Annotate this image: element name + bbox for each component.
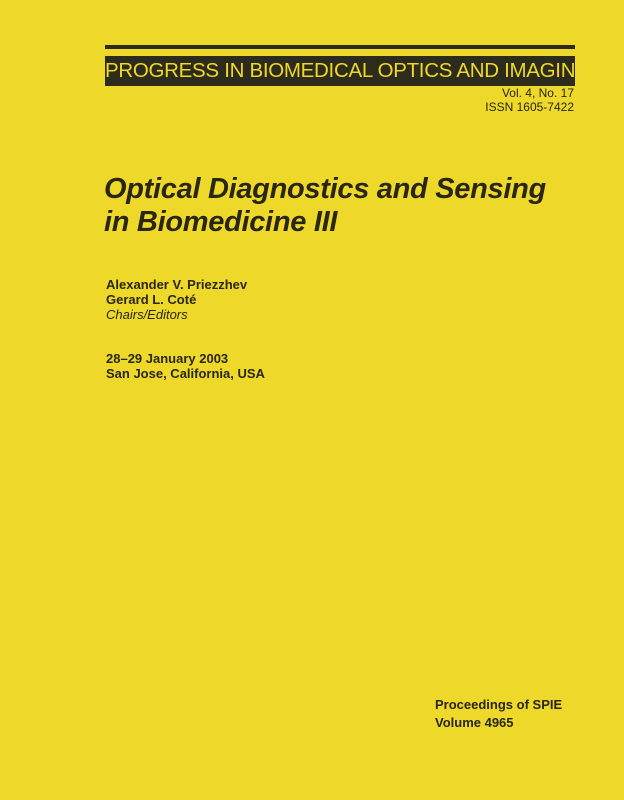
editor-name: Gerard L. Coté [106, 292, 197, 307]
series-banner: PROGRESS IN BIOMEDICAL OPTICS AND IMAGING [105, 56, 575, 86]
series-info [485, 86, 574, 114]
editors [106, 277, 247, 322]
editor-name: Alexander V. Priezzhev [106, 277, 248, 292]
event-dates: 28–29 January 2003 [106, 351, 229, 366]
editor-role: Chairs/Editors [106, 307, 188, 322]
event-info [106, 351, 265, 381]
title-line-2: in Biomedicine III [104, 206, 338, 238]
event-location: San Jose, California, USA [106, 366, 265, 381]
book-title [104, 173, 546, 239]
proceedings-volume: Volume 4965 [435, 715, 514, 730]
proceedings-info [435, 696, 562, 732]
volume-number: Vol. 4, No. 17 [501, 86, 574, 100]
issn: ISSN 1605-7422 [485, 100, 574, 114]
proceedings-label: Proceedings of SPIE [435, 697, 563, 712]
top-rule [105, 45, 575, 49]
title-line-1: Optical Diagnostics and Sensing [104, 173, 546, 205]
